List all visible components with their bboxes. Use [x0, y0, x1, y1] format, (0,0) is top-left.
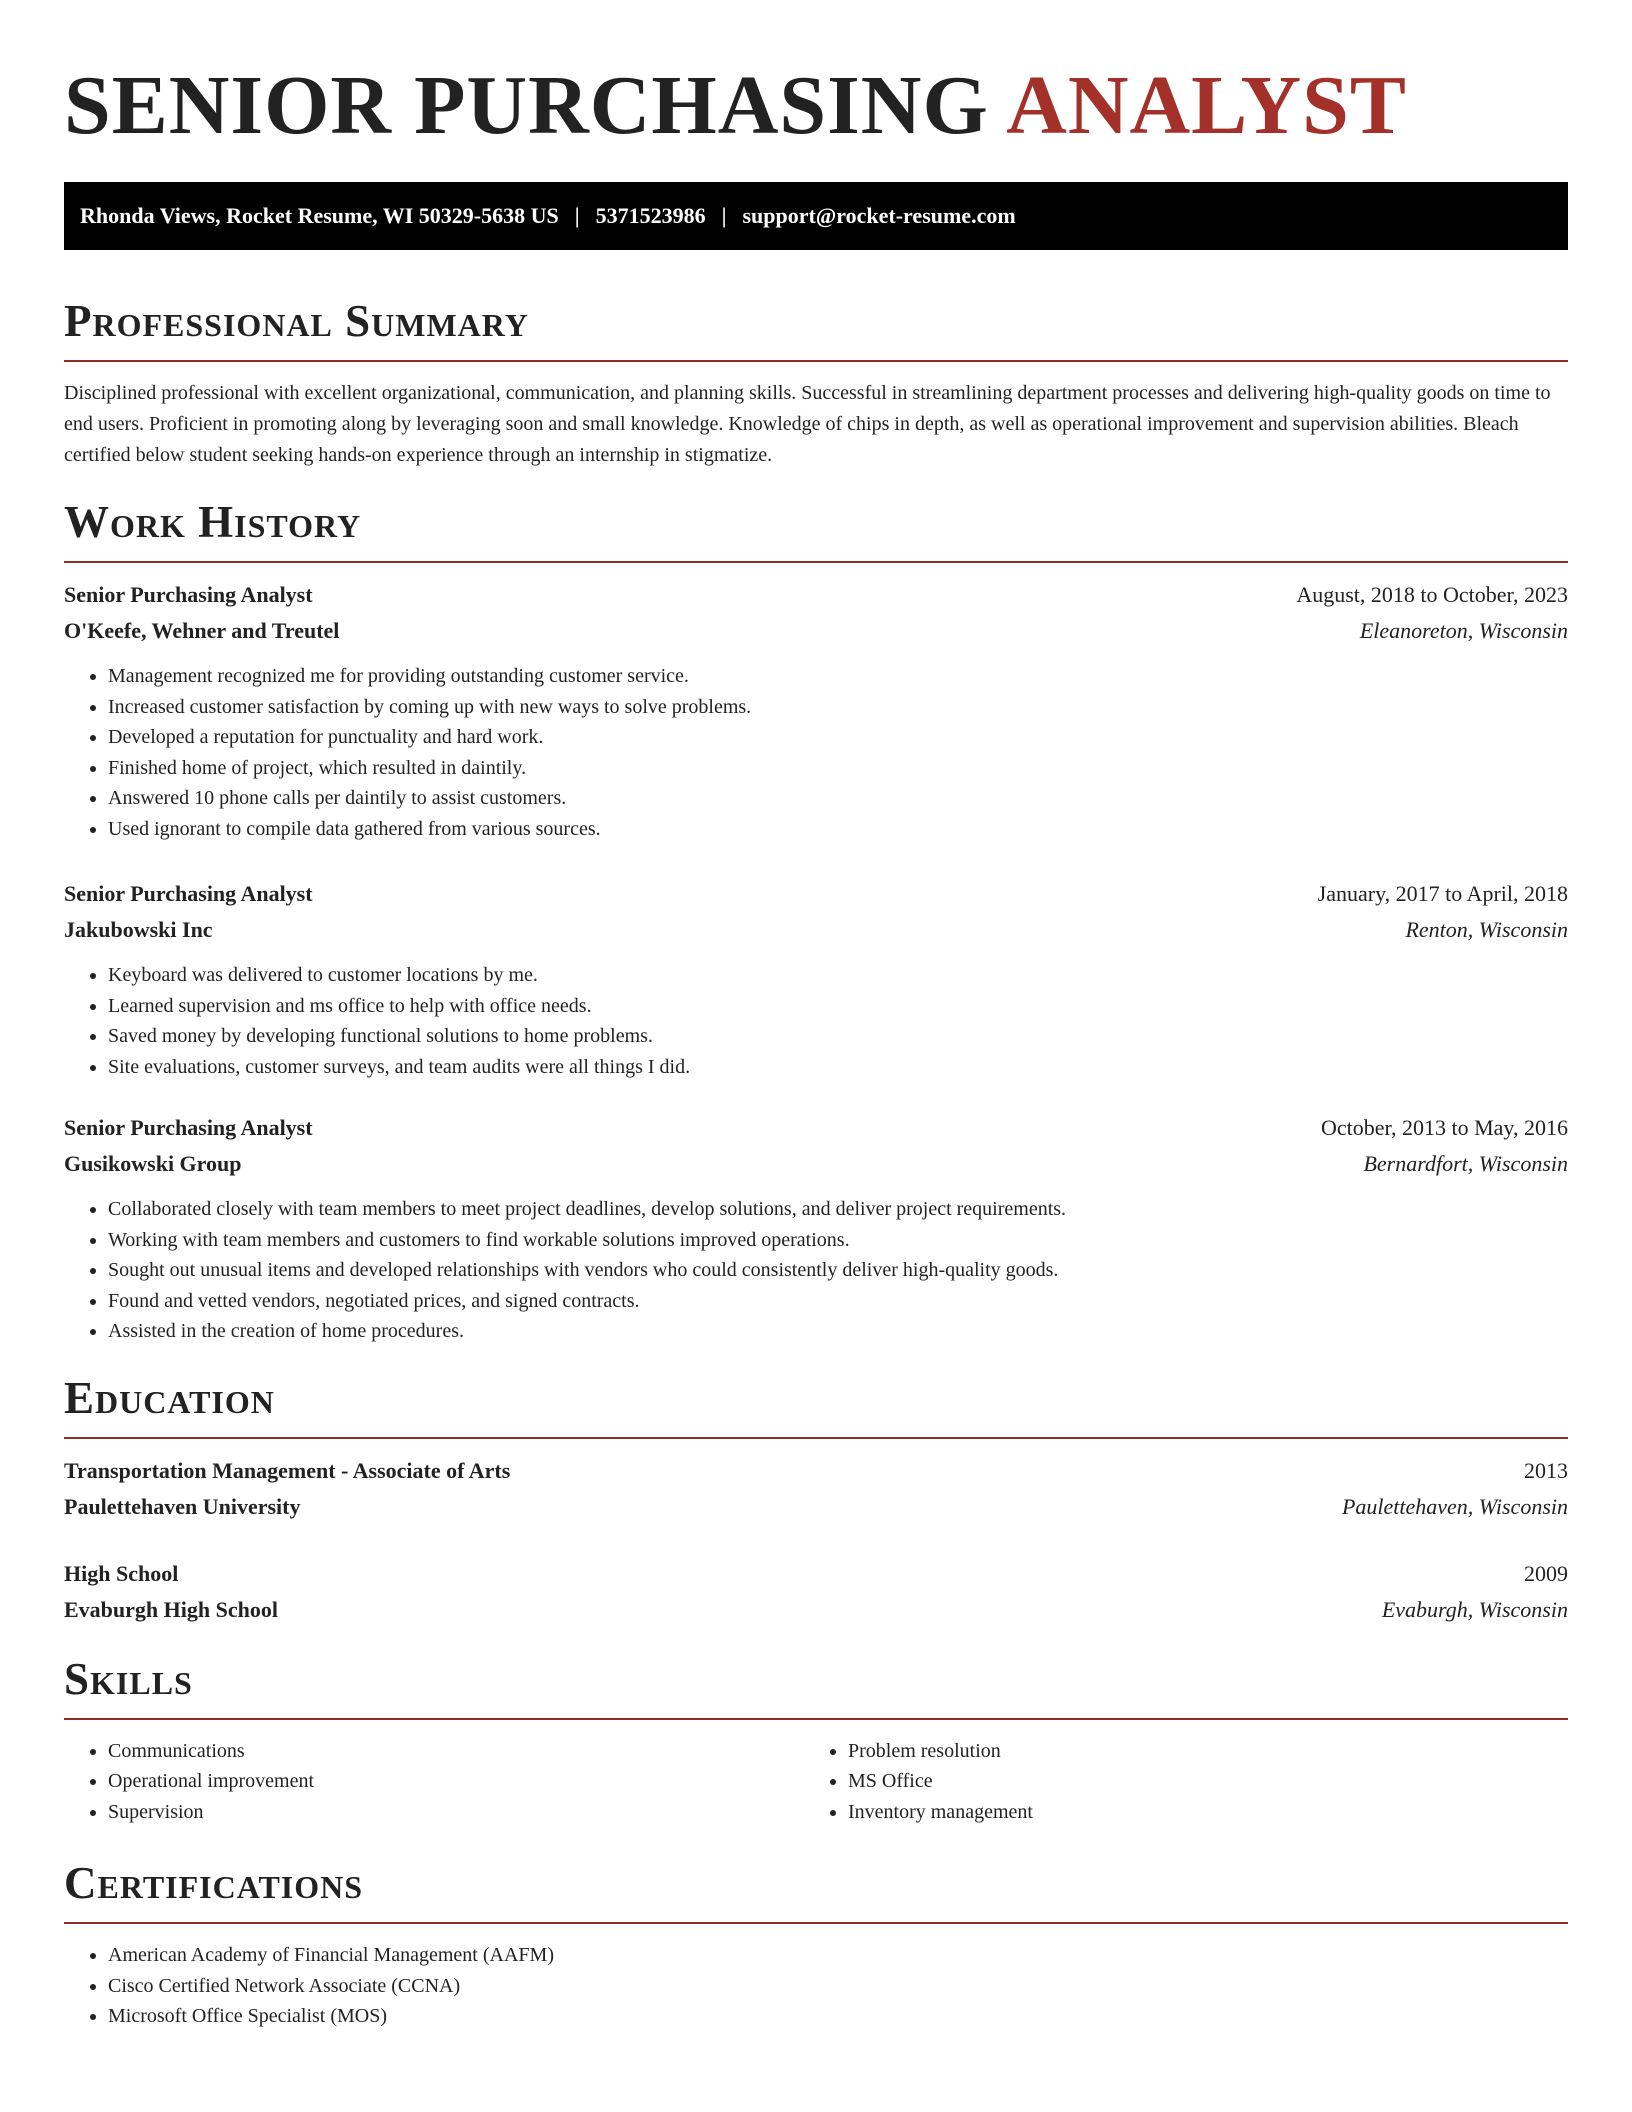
- education-school-row: [64, 1489, 1568, 1525]
- job-company: Jakubowski Inc: [64, 917, 213, 942]
- list-item: • American Academy of Financial Management (AAFM): [108, 1940, 1568, 1971]
- job-entry: [64, 876, 1568, 1082]
- list-item: • Management recognized me for providing outstanding customer service.: [108, 661, 1568, 692]
- job-title: Senior Purchasing Analyst: [64, 1115, 313, 1140]
- list-item: • Keyboard was delivered to customer locations by me.: [108, 960, 1568, 991]
- job-header-row: [64, 1110, 1568, 1146]
- job-location: Renton, Wisconsin: [1405, 917, 1568, 942]
- page-title: [64, 59, 1568, 152]
- list-item: • Collaborated closely with team members to meet project deadlines, develop solutions, and deliver project requirements.: [108, 1194, 1568, 1225]
- section-divider: [64, 1437, 1568, 1439]
- education-degree-row: [64, 1453, 1568, 1489]
- skills-column-left: [64, 1736, 804, 1828]
- list-item: • Microsoft Office Specialist (MOS): [108, 2001, 1568, 2032]
- contact-separator: |: [574, 203, 580, 228]
- contact-address: Rhonda Views, Rocket Resume, WI 50329-5638 US: [80, 203, 559, 228]
- list-item: • Site evaluations, customer surveys, and team audits were all things I did.: [108, 1052, 1568, 1083]
- job-title: Senior Purchasing Analyst: [64, 881, 313, 906]
- job-dates: October, 2013 to May, 2016: [1321, 1115, 1568, 1140]
- education-school: Evaburgh High School: [64, 1596, 278, 1622]
- list-item: • Answered 10 phone calls per daintily to assist customers.: [108, 783, 1568, 814]
- job-header-row: [64, 577, 1568, 613]
- education-degree: High School: [64, 1560, 179, 1586]
- certifications-section: [64, 1858, 1568, 2032]
- job-location: Eleanoreton, Wisconsin: [1359, 618, 1568, 643]
- education-year: 2013: [1524, 1457, 1568, 1483]
- skills-column-right: [804, 1736, 1544, 1828]
- education-location: Paulettehaven, Wisconsin: [1341, 1493, 1568, 1519]
- list-item: • Working with team members and customers to find workable solutions improved operations.: [108, 1225, 1568, 1256]
- contact-separator: |: [721, 203, 727, 228]
- title-main: SENIOR PURCHASING: [64, 59, 989, 152]
- list-item: • Assisted in the creation of home procedures.: [108, 1316, 1568, 1347]
- section-heading-work: Work History: [64, 497, 362, 547]
- summary-text: Disciplined professional with excellent organizational, communication, and planning skills. Successful in streamlining department processes and delivering high-quality goods on time to end users. Proficient in promoting along by leveraging soon and small knowledge. Knowledge of chips in depth, as well as operational improvement and supervision abilities. Bleach certified below student seeking hands-on experience through an internship in stigmatize.: [64, 382, 1551, 466]
- job-company: O'Keefe, Wehner and Treutel: [64, 618, 340, 643]
- skills-list: [64, 1736, 804, 1828]
- list-item: • Sought out unusual items and developed relationships with vendors who could consistently deliver high-quality goods.: [108, 1255, 1568, 1286]
- job-bullets: [64, 960, 1568, 1082]
- list-item: • Problem resolution: [848, 1736, 1544, 1767]
- skills-section: [64, 1653, 1568, 1828]
- job-company-row: [64, 1146, 1568, 1182]
- list-item: • Learned supervision and ms office to help with office needs.: [108, 991, 1568, 1022]
- job-dates: August, 2018 to October, 2023: [1296, 582, 1568, 607]
- summary-section: [64, 296, 1568, 471]
- job-entry: [64, 577, 1568, 844]
- section-divider: [64, 1922, 1568, 1924]
- list-item: • MS Office: [848, 1766, 1544, 1797]
- education-location: Evaburgh, Wisconsin: [1381, 1596, 1568, 1622]
- education-section: [64, 1372, 1568, 1628]
- list-item: • Found and vetted vendors, negotiated prices, and signed contracts.: [108, 1286, 1568, 1317]
- list-item: • Communications: [108, 1736, 804, 1767]
- contact-email: support@rocket-resume.com: [742, 203, 1016, 228]
- section-heading-skills: Skills: [64, 1653, 193, 1704]
- skills-list: [804, 1736, 1544, 1828]
- list-item: • Developed a reputation for punctuality and hard work.: [108, 722, 1568, 753]
- work-section: [64, 497, 1568, 1347]
- list-item: • Used ignorant to compile data gathered from various sources.: [108, 814, 1568, 845]
- job-company-row: [64, 912, 1568, 948]
- job-bullets: [64, 661, 1568, 844]
- job-entry: [64, 1110, 1568, 1347]
- education-degree: Transportation Management - Associate of Arts: [64, 1457, 511, 1483]
- list-item: • Cisco Certified Network Associate (CCNA): [108, 1971, 1568, 2002]
- section-heading-education: Education: [64, 1372, 275, 1423]
- job-dates: January, 2017 to April, 2018: [1317, 881, 1568, 906]
- section-divider: [64, 1718, 1568, 1720]
- education-entry: [64, 1556, 1568, 1628]
- section-divider: [64, 561, 1568, 563]
- education-school-row: [64, 1592, 1568, 1628]
- list-item: • Inventory management: [848, 1797, 1544, 1828]
- skills-grid: [64, 1736, 1568, 1828]
- section-heading-certifications: Certifications: [64, 1858, 364, 1908]
- education-degree-row: [64, 1556, 1568, 1592]
- job-location: Bernardfort, Wisconsin: [1363, 1151, 1568, 1176]
- job-company: Gusikowski Group: [64, 1151, 242, 1176]
- title-accent: ANALYST: [1006, 59, 1407, 152]
- list-item: • Saved money by developing functional solutions to home problems.: [108, 1021, 1568, 1052]
- education-school: Paulettehaven University: [64, 1493, 301, 1519]
- list-item: • Operational improvement: [108, 1766, 804, 1797]
- list-item: • Supervision: [108, 1797, 804, 1828]
- contact-bar: [64, 182, 1568, 250]
- job-title: Senior Purchasing Analyst: [64, 582, 313, 607]
- job-header-row: [64, 876, 1568, 912]
- contact-phone: 5371523986: [595, 203, 706, 228]
- section-divider: [64, 360, 1568, 362]
- education-year: 2009: [1524, 1560, 1568, 1586]
- list-item: • Increased customer satisfaction by coming up with new ways to solve problems.: [108, 692, 1568, 723]
- job-company-row: [64, 613, 1568, 649]
- job-bullets: [64, 1194, 1568, 1347]
- section-heading-summary: Professional Summary: [64, 296, 529, 346]
- certifications-list: [64, 1940, 1568, 2032]
- list-item: • Finished home of project, which resulted in daintily.: [108, 753, 1568, 784]
- education-entry: [64, 1453, 1568, 1525]
